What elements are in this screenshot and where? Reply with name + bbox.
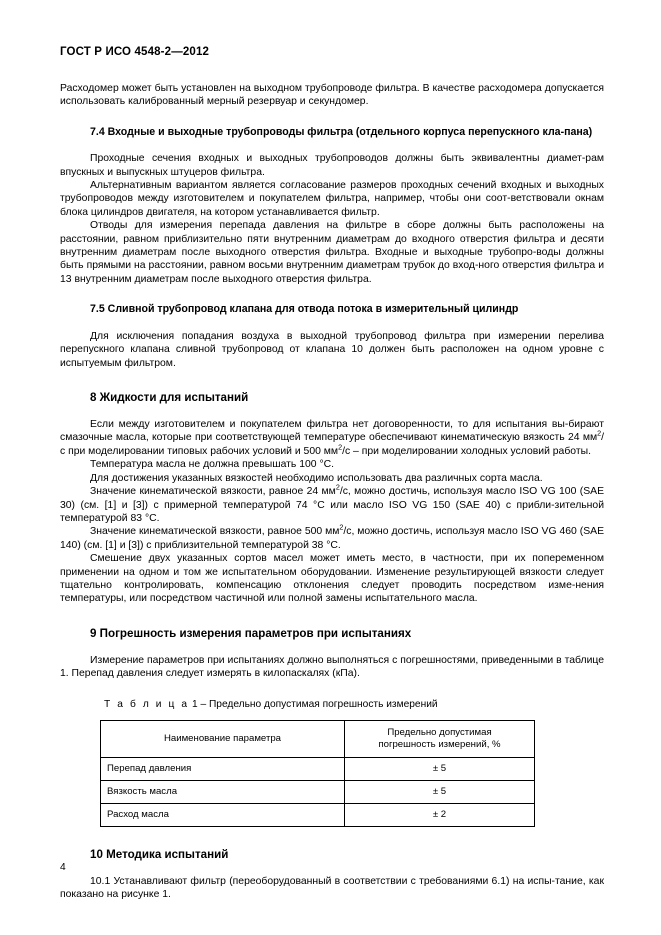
spacer — [60, 606, 604, 627]
superscript-two: 2 — [335, 482, 340, 492]
table-cell-parameter-name: Расход масла — [101, 803, 345, 826]
table-caption-rest: 1 – Предельно допустимая погрешность измерений — [189, 698, 438, 710]
section-8-paragraph-2: Температура масла не должна превышать 100 °С. — [90, 459, 334, 471]
section-heading-7-5: 7.5 Сливной трубопровод клапана для отвода потока в измерительный цилиндр — [90, 303, 519, 316]
measurement-accuracy-table — [100, 720, 535, 827]
section-9-paragraph-1: Измерение параметров при испытаниях должно выполняться с погрешностями, приведенными в таблице 1. Перепад давления следует измерять в килопаскалях (кПа). — [60, 654, 604, 680]
spacer — [60, 317, 604, 330]
spacer — [60, 862, 604, 875]
section-10-paragraph-1: 10.1 Устанавливают фильтр (переоборудованный в соответствии с требованиями 6.1) на испы-тание, как показано на рисунке 1. — [60, 875, 604, 900]
section-heading-10: 10 Методика испытаний — [90, 847, 229, 861]
section-8-p4-part-b: /с, можно достичь, используя масло ISO VG 100 (SAE 30) (см. [1] и [3]) с примерной температурой 74 °С или масло ISO VG 150 (SAE 40) с прибли-зительной температурой 83 °С. — [60, 486, 604, 524]
section-7-4-paragraph-2: Альтернативным вариантом является согласование размеров проходных сечений входных и выходных трубопроводов между изготовителем и покупателем фильтра, например, чтобы они соот-ветствовали окнам блока цилиндров двигателя, на котором устанавливается фильтр. — [60, 180, 604, 218]
section-heading-7-4: 7.4 Входные и выходные трубопроводы фильтра (отдельного корпуса перепускного кла-пана) — [90, 125, 593, 138]
section-heading-8: 8 Жидкости для испытаний — [90, 391, 249, 405]
spacer — [60, 405, 604, 418]
spacer — [60, 827, 604, 848]
section-8-paragraph-5 — [60, 522, 604, 552]
section-7-4-paragraph-3: Отводы для измерения перепада давления на фильтре в сборе должны быть расположены на расстоянии, равном приблизительно пяти внутренним диаметрам до входного отверстия фильтра и десяти внутренним диаметрам после выходного отверстия фильтра. Входные и выходные трубопро-воды должны быть прямыми на расстоянии, равном восьми внутренним диаметрам трубок до вход-ного отверстия фильтра и 13 внутренним диаметрам после выходного отверстия фильтра. — [60, 220, 604, 285]
table-header-accuracy — [345, 720, 535, 757]
spacer — [60, 681, 604, 698]
spacer — [60, 286, 604, 303]
table-cell-accuracy-value: ± 5 — [345, 780, 535, 803]
document-header: ГОСТ Р ИСО 4548-2—2012 — [60, 46, 210, 58]
section-8-paragraph-1 — [60, 418, 604, 458]
superscript-two: 2 — [597, 429, 602, 439]
superscript-two: 2 — [339, 522, 344, 532]
section-8-paragraph-3: Для достижения указанных вязкостей необходимо использовать два различных сорта масла. — [90, 472, 543, 484]
section-8-p5-part-a: Значение кинематической вязкости, равное 500 мм — [90, 526, 340, 538]
table-row — [101, 780, 535, 803]
intro-paragraph: Расходомер может быть установлен на выходном трубопроводе фильтра. В качестве расходомера допускается использовать калиброванный мерный резервуар и секундомер. — [60, 82, 604, 108]
table-cell-parameter-name: Вязкость масла — [101, 780, 345, 803]
section-8-p1-part-c: /с – при моделировании холодных условий работы. — [342, 445, 591, 457]
section-8-paragraph-6: Смешение двух указанных сортов масел может иметь место, в частности, при их попеременном применении на одном и том же испытательном оборудовании. Изменение результирующей вязкости следует тщательно контролировать, компенсацию отклонения следует проводить посредством изме-нения температуры, или посредством частичной или полной замены испытательного масла. — [60, 553, 604, 605]
page-number: 4 — [60, 862, 66, 873]
table-cell-parameter-name: Перепад давления — [101, 757, 345, 780]
spacer — [60, 109, 604, 126]
section-heading-9: 9 Погрешность измерения параметров при испытаниях — [90, 626, 412, 640]
table-header-parameter-name: Наименование параметра — [101, 720, 345, 757]
section-8-p5-part-b: /с, можно достичь, используя масло ISO VG 460 (SAE 140) (см. [1] и [3]) с приблизительной температурой 38 °С. — [60, 526, 604, 551]
spacer — [60, 641, 604, 654]
table-row — [101, 757, 535, 780]
section-8-p4-part-a: Значение кинематической вязкости, равное 24 мм — [90, 486, 336, 498]
section-8-paragraph-4 — [60, 482, 604, 525]
spacer — [60, 139, 604, 152]
table-cell-accuracy-value: ± 5 — [345, 757, 535, 780]
section-7-4-paragraph-1: Проходные сечения входных и выходных трубопроводов должны быть эквивалентны диамет-рам впускных и выпускных штуцеров фильтра. — [60, 153, 604, 178]
spacer — [60, 370, 604, 391]
table-cell-accuracy-value: ± 2 — [345, 803, 535, 826]
section-8-p1-part-a: Если между изготовителем и покупателем фильтра нет договоренности, то для испытания вы-бирают смазочные масла, которые при соответствующей температуре обеспечивают кинематическую вязкость 24 мм — [60, 419, 604, 444]
table-caption-label: Т а б л и ц а — [104, 698, 190, 710]
table-header-accuracy-line1: Предельно допустимая — [387, 726, 492, 738]
table-row — [101, 803, 535, 826]
section-7-5-paragraph-1: Для исключения попадания воздуха в выходной трубопровод фильтра при измерении перелива перепускного клапана сливной трубопровод от клапана 10 должен быть расположен на одном уровне с испытуемым фильтром. — [60, 330, 604, 369]
section-8-p1-part-b: /с при моделировании типовых рабочих условий и 500 мм — [60, 432, 604, 457]
table-caption — [60, 698, 604, 711]
table-header-row — [101, 720, 535, 757]
table-header-accuracy-line2: погрешность измерений, % — [378, 738, 501, 750]
superscript-two: 2 — [338, 442, 343, 452]
